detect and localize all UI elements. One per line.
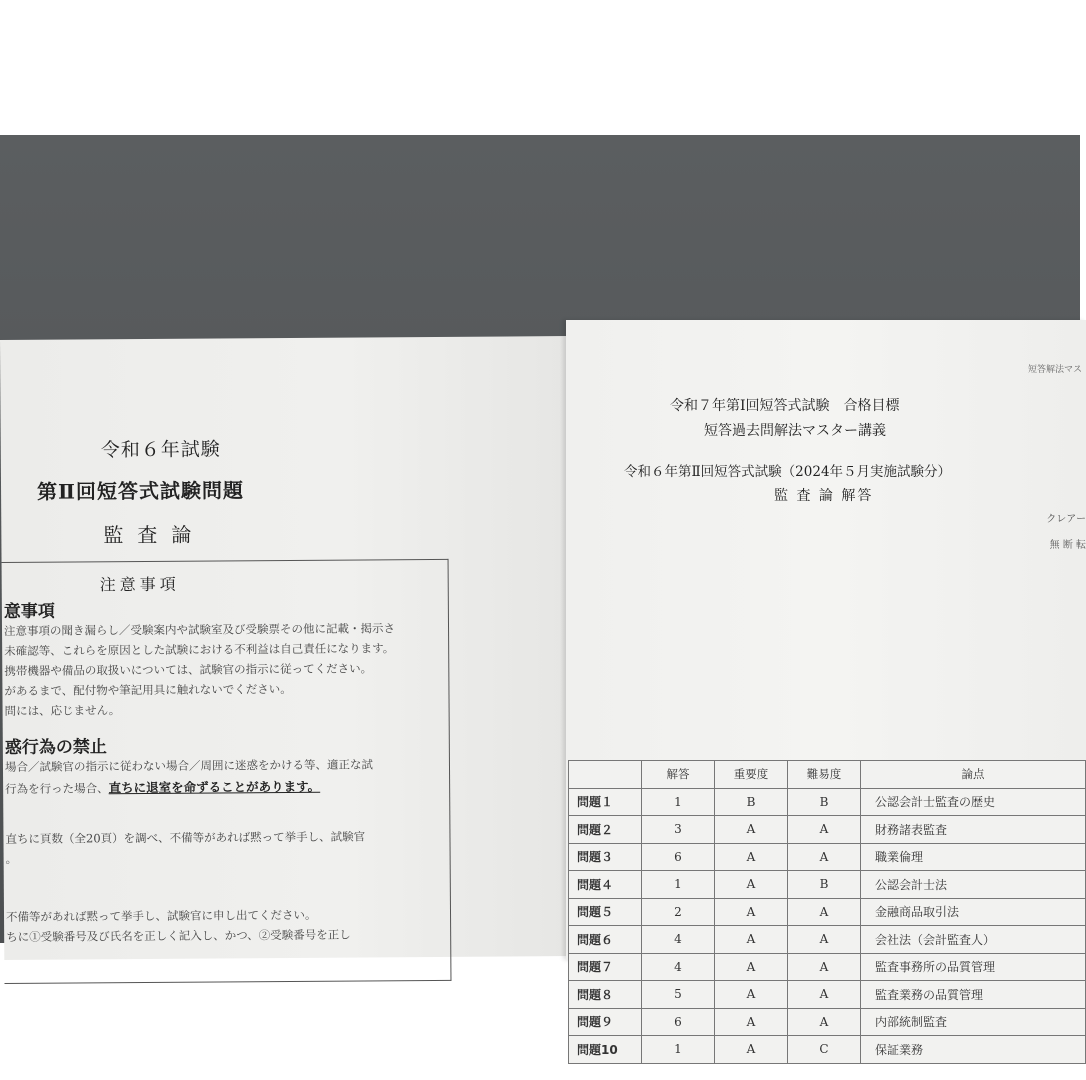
difficulty-cell: C (788, 1036, 861, 1064)
publisher-note: クレアー (1046, 514, 1086, 525)
exam-title: 第Ⅱ回短答式試験問題 (36, 478, 244, 504)
topic-cell: 監査業務の品質管理 (861, 981, 1086, 1009)
notice-line: 不備等があれば黙って挙手し、試験官に申し出てください。 (5, 907, 317, 924)
answer-cell: 2 (642, 898, 715, 926)
importance-cell: A (715, 871, 788, 899)
question-cell: 問題３ (569, 843, 642, 871)
question-cell: 問題10 (569, 1036, 642, 1064)
corner-header: 短答解法マス (1027, 365, 1082, 375)
answer-cell: 4 (642, 953, 715, 981)
header-cell: 重要度 (715, 761, 788, 789)
header-cell: 解答 (642, 761, 715, 789)
notice-line: 場合／試験官の指示に従わない場合／周囲に迷惑をかける等、適正な試 (4, 757, 374, 774)
answer-table (568, 760, 1086, 1064)
answer-sheet (566, 320, 1086, 1057)
topic-cell: 財務諸表監査 (861, 816, 1086, 844)
question-cell: 問題６ (569, 926, 642, 954)
table-row (569, 816, 1086, 844)
difficulty-cell: B (788, 871, 861, 899)
table-row (569, 898, 1086, 926)
answer-cell: 6 (642, 843, 715, 871)
exam-subject: 監査論 (103, 522, 206, 548)
importance-cell: A (715, 926, 788, 954)
notice-line: 問には、応じません。 (4, 703, 121, 718)
topic-cell: 職業倫理 (861, 843, 1086, 871)
question-cell: 問題１ (569, 788, 642, 816)
topic-cell: 公認会計士法 (861, 871, 1086, 899)
answer-title-1: 令和７年第Ⅰ回短答式試験 合格目標 (670, 398, 900, 414)
importance-cell: A (715, 1036, 788, 1064)
notice-title: 注意事項 (99, 574, 180, 595)
answer-cell: 1 (642, 1036, 715, 1064)
question-cell: 問題９ (569, 1008, 642, 1036)
question-cell: 問題５ (569, 898, 642, 926)
notice-box (2, 559, 452, 984)
topic-cell: 監査事務所の品質管理 (861, 953, 1086, 981)
notice-line: 。 (5, 851, 18, 866)
difficulty-cell: A (788, 898, 861, 926)
answer-cell: 5 (642, 981, 715, 1009)
importance-cell: B (715, 788, 788, 816)
table-row (569, 981, 1086, 1009)
answer-cell: 6 (642, 1008, 715, 1036)
answer-title-4: 監 査 論 解答 (774, 488, 874, 504)
topic-cell: 公認会計士監査の歴史 (861, 788, 1086, 816)
question-cell: 問題７ (569, 953, 642, 981)
question-cell: 問題４ (569, 871, 642, 899)
table-row (569, 788, 1086, 816)
table-row (569, 1036, 1086, 1064)
header-cell: 難易度 (788, 761, 861, 789)
difficulty-cell: A (788, 843, 861, 871)
topic-cell: 内部統制監査 (861, 1008, 1086, 1036)
notice-warning: 直ちに退室を命ずることがあります。 (108, 778, 321, 796)
table-row (569, 953, 1086, 981)
topic-cell: 会社法（会計監査人） (861, 926, 1086, 954)
answer-cell: 4 (642, 926, 715, 954)
difficulty-cell: A (788, 926, 861, 954)
topic-cell: 金融商品取引法 (861, 898, 1086, 926)
table-row (569, 843, 1086, 871)
notice-line-prefix: 行為を行った場合、 (5, 781, 109, 796)
notice-line: 携帯機器や備品の取扱いについては、試験官の指示に従ってください。 (4, 661, 373, 678)
difficulty-cell: B (788, 788, 861, 816)
table-header-row (569, 761, 1086, 789)
importance-cell: A (715, 1008, 788, 1036)
question-cell: 問題２ (569, 816, 642, 844)
notice-heading-2: 惑行為の禁止 (4, 737, 107, 758)
difficulty-cell: A (788, 1008, 861, 1036)
table-row (569, 1008, 1086, 1036)
difficulty-cell: A (788, 981, 861, 1009)
header-cell (569, 761, 642, 789)
notice-heading-1: 意事項 (3, 601, 55, 622)
notice-line (5, 777, 320, 797)
importance-cell: A (715, 898, 788, 926)
answer-table-body (569, 788, 1086, 1063)
header-cell: 論点 (861, 761, 1086, 789)
importance-cell: A (715, 953, 788, 981)
photo-background (0, 135, 1086, 1057)
importance-cell: A (715, 981, 788, 1009)
answer-title-2: 短答過去問解法マスター講義 (704, 423, 886, 439)
notice-line: 注意事項の聞き漏らし／受験案内や試験室及び受験票その他に記載・掲示さ (3, 621, 396, 638)
copyright-note: 無 断 転 (1049, 540, 1086, 551)
answer-title-3: 令和６年第Ⅱ回短答式試験（2024年５月実施試験分） (624, 464, 952, 480)
table-row (569, 871, 1086, 899)
exam-question-sheet (0, 336, 572, 960)
importance-cell: A (715, 843, 788, 871)
notice-line: 直ちに頁数（全20頁）を調べ、不備等があれば黙って挙手し、試験官 (5, 829, 366, 846)
topic-cell: 保証業務 (861, 1036, 1086, 1064)
answer-cell: 1 (642, 871, 715, 899)
table-row (569, 926, 1086, 954)
difficulty-cell: A (788, 953, 861, 981)
question-cell: 問題８ (569, 981, 642, 1009)
answer-cell: 1 (642, 788, 715, 816)
importance-cell: A (715, 816, 788, 844)
difficulty-cell: A (788, 816, 861, 844)
answer-cell: 3 (642, 816, 715, 844)
notice-line: 未確認等、これらを原因とした試験における不利益は自己責任になります。 (4, 641, 395, 658)
notice-line: ちに①受験番号及び氏名を正しく記入し、かつ、②受験番号を正し (6, 927, 351, 944)
exam-year: 令和６年試験 (100, 438, 221, 462)
notice-line: があるまで、配付物や筆記用具に触れないでください。 (4, 681, 292, 698)
